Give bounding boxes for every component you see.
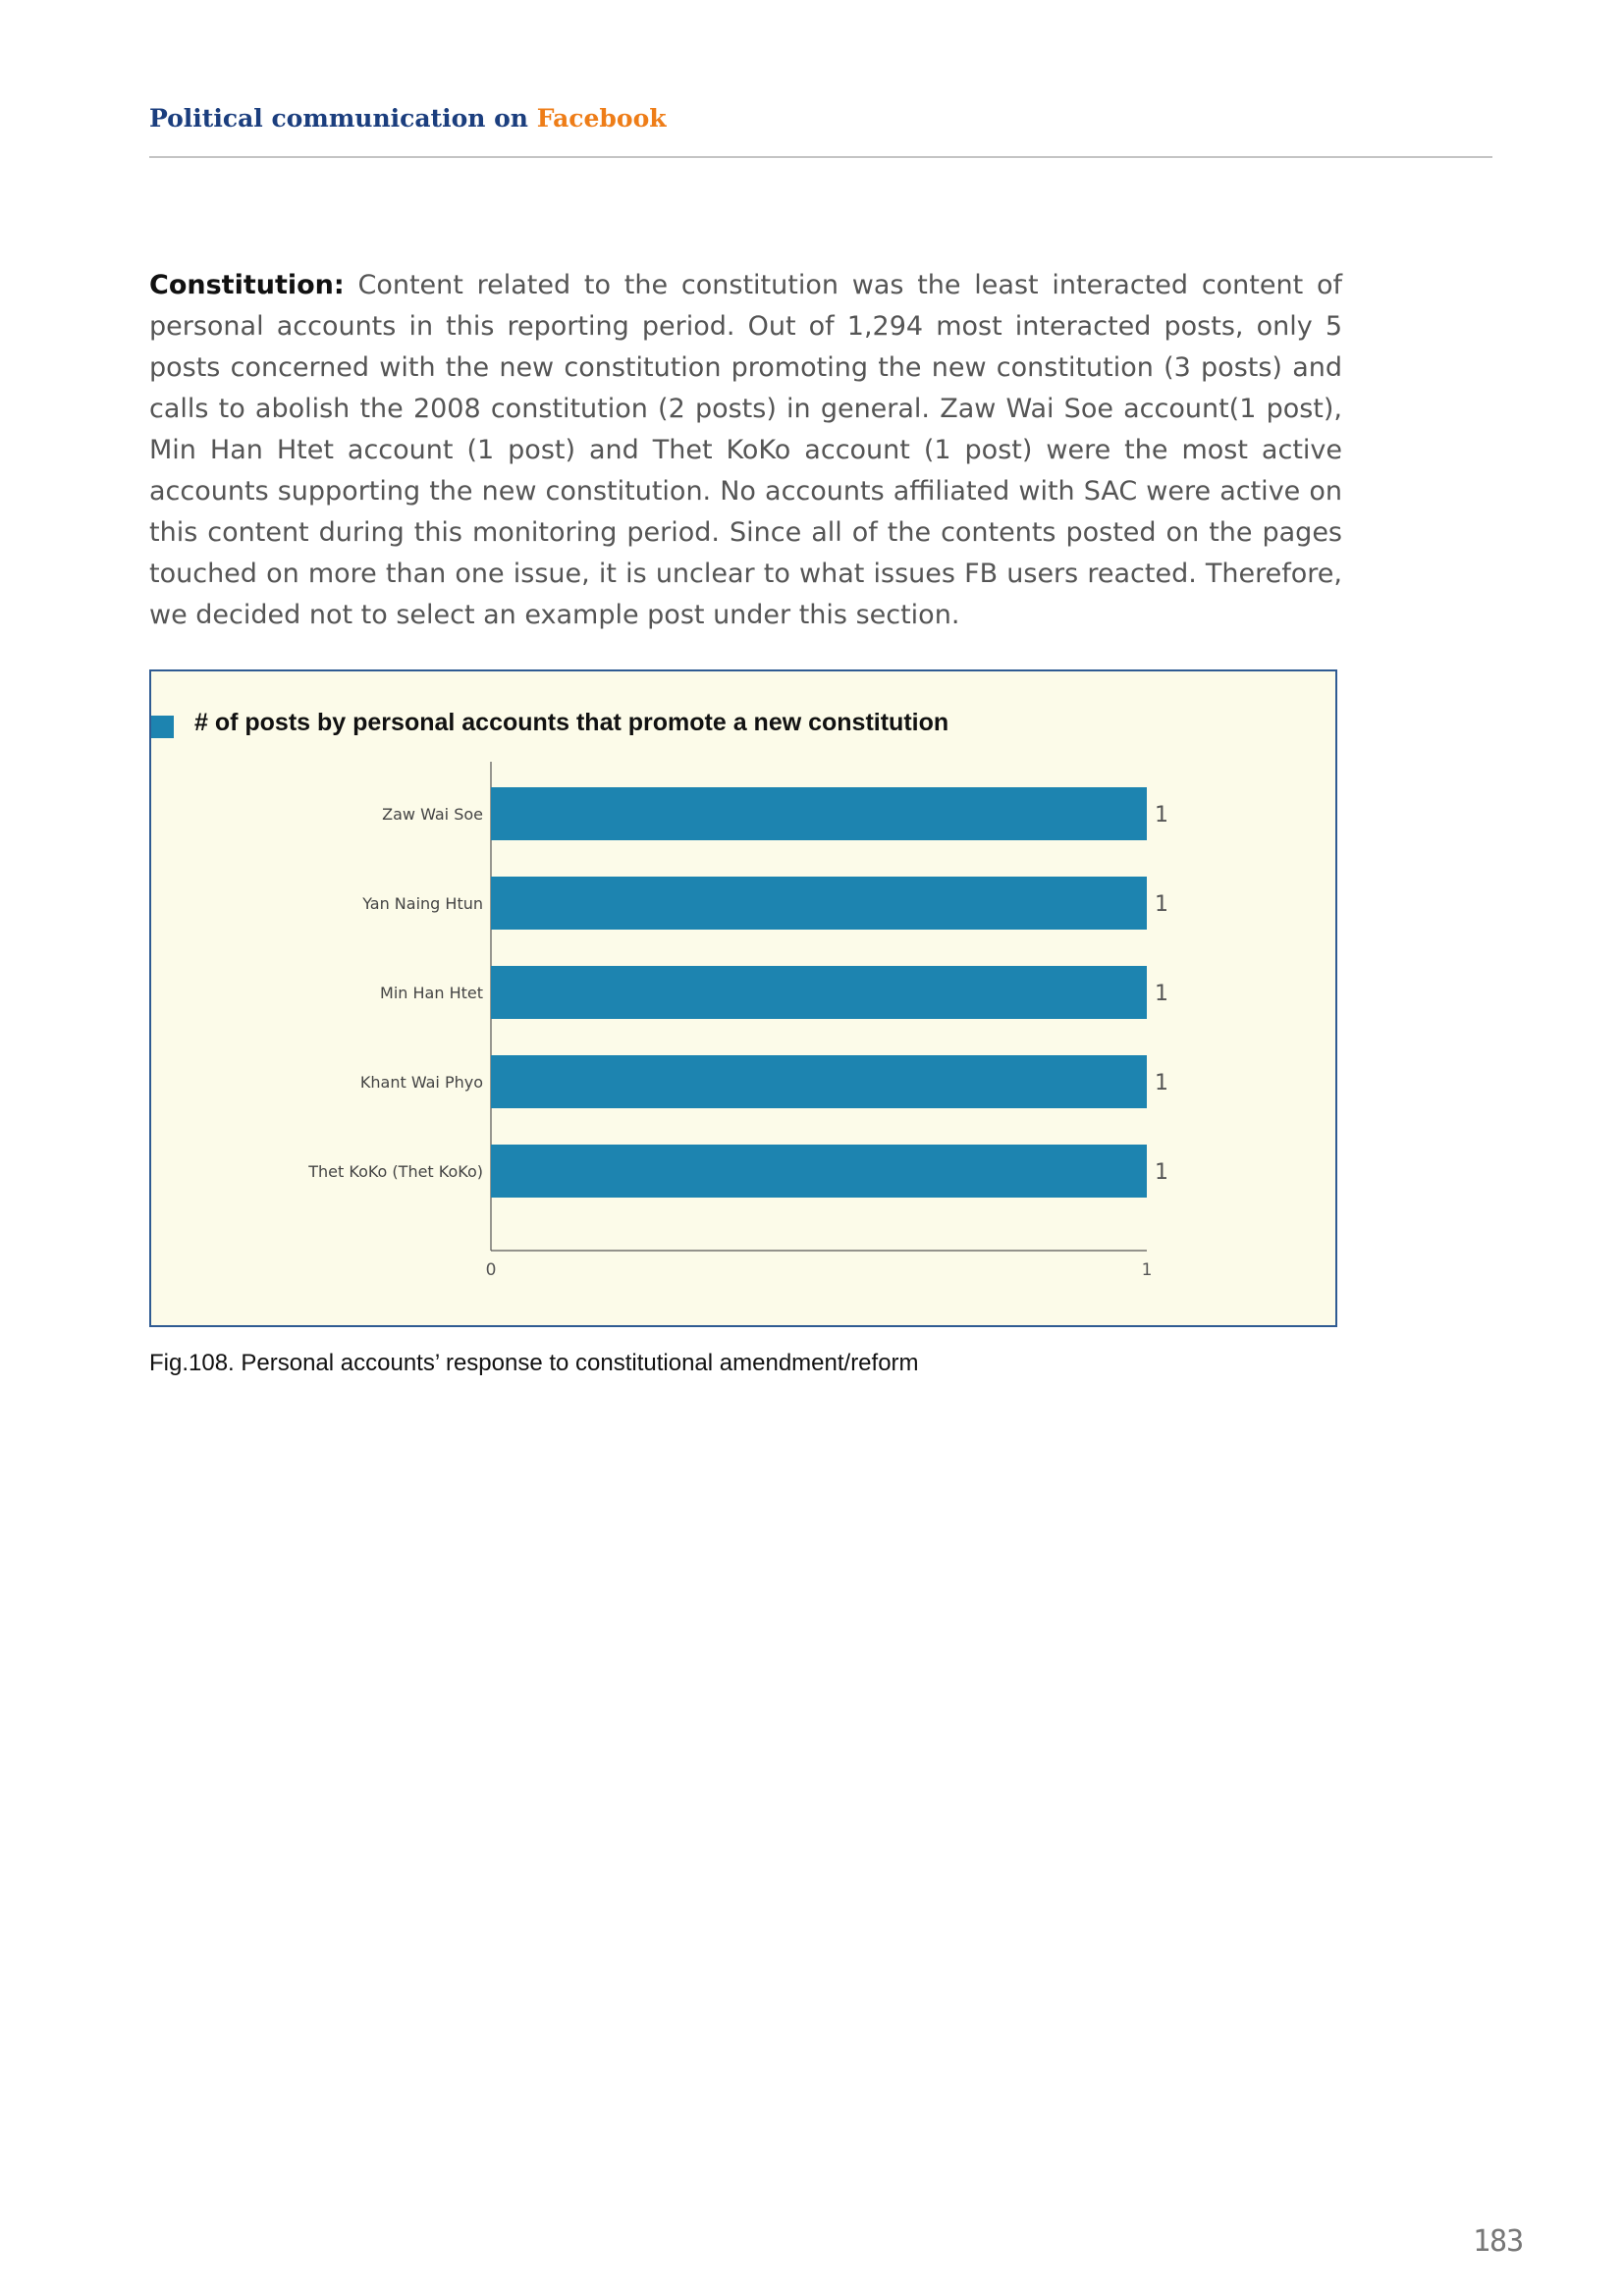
bar: [491, 1055, 1147, 1108]
header-divider: [149, 156, 1492, 158]
data-label: 1: [1155, 892, 1168, 917]
data-label: 1: [1155, 803, 1168, 828]
bar: [491, 877, 1147, 930]
paragraph-lead: Constitution:: [149, 270, 345, 300]
body-paragraph: [149, 265, 1342, 636]
x-tick-label: 1: [1141, 1260, 1153, 1280]
bar: [491, 966, 1147, 1019]
page-number: 183: [1473, 2224, 1524, 2259]
category-label: Yan Naing Htun: [362, 894, 483, 913]
header-title: Political communication on: [149, 104, 537, 133]
header-title-accent: Facebook: [536, 104, 667, 133]
bar: [491, 1145, 1147, 1198]
paragraph-text: Content related to the constitution was the least interacted content of personal accounts in this reporting period. Out of 1,294 most interacted posts, only 5 posts concerned with the new constitution promoting the new constitution (3 posts) and calls to abolish the 2008 constitution (2 posts) in general. Zaw Wai Soe account(1 post), Min Han Htet account (1 post) and Thet KoKo account (1 post) were the most active accounts supporting the new constitution. No accounts affiliated with SAC were active on this content during this monitoring period. Since all of the contents posted on the pages touched on more than one issue, it is unclear to what issues FB users reacted. Therefore, we decided not to select an example post under this section.: [149, 270, 1342, 630]
category-label: Khant Wai Phyo: [359, 1073, 483, 1092]
category-label: Zaw Wai Soe: [382, 805, 483, 824]
x-tick-label: 0: [485, 1260, 497, 1280]
category-label: Thet KoKo (Thet KoKo): [308, 1162, 483, 1181]
running-header: [149, 104, 667, 133]
data-label: 1: [1155, 982, 1168, 1006]
bar: [491, 787, 1147, 840]
chart-panel: [149, 669, 1337, 1327]
category-label: Min Han Htet: [380, 984, 483, 1002]
chart-title: # of posts by personal accounts that promote a new constitution: [194, 709, 949, 736]
bar-chart: [151, 671, 1335, 1325]
data-label: 1: [1155, 1160, 1168, 1185]
data-label: 1: [1155, 1071, 1168, 1095]
figure-caption: Fig.108. Personal accounts’ response to constitutional amendment/reform: [149, 1350, 919, 1376]
